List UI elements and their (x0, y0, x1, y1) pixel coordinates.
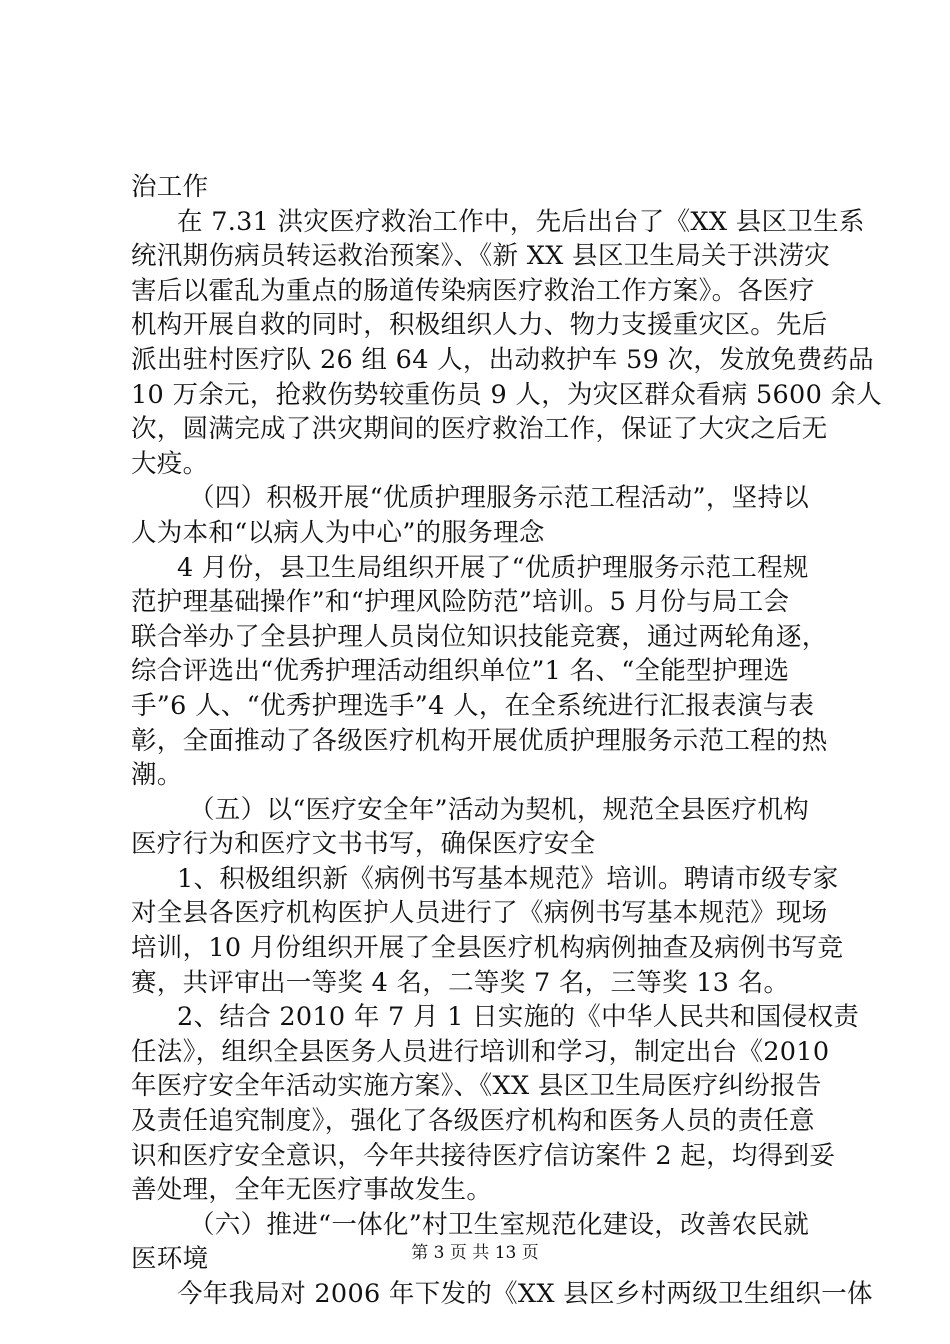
text-line: 范护理基础操作”和“护理风险防范”培训。5 月份与局工会 (131, 587, 790, 618)
text-line: 及责任追究制度》，强化了各级医疗机构和医务人员的责任意 (131, 1106, 815, 1137)
text-line: 派出驻村医疗队 26 组 64 人，出动救护车 59 次，发放免费药品 (131, 344, 874, 375)
text-line: 识和医疗安全意识，今年共接待医疗信访案件 2 起，均得到妥 (131, 1140, 836, 1171)
text-line: 机构开展自救的同时，积极组织人力、物力支援重灾区。先后 (131, 310, 828, 341)
section-heading-5: （五）以“医疗安全年”活动为契机，规范全县医疗机构 (189, 794, 810, 825)
text-line: 手”6 人、“优秀护理选手”4 人，在全系统进行汇报表演与表 (131, 690, 815, 721)
text-line: 1、积极组织新《病例书写基本规范》培训。聘请市级专家 (177, 863, 839, 894)
text-line: 赛，共评审出一等奖 4 名，二等奖 7 名，三等奖 13 名。 (131, 967, 790, 998)
text-line: 年医疗安全年活动实施方案》、《XX 县区卫生局医疗纠纷报告 (131, 1071, 822, 1102)
section-heading-6: （六）推进“一体化”村卫生室规范化建设，改善农民就 (189, 1209, 810, 1240)
section-heading-4-cont: 人为本和“以病人为中心”的服务理念 (131, 517, 545, 548)
text-line: 联合举办了全县护理人员岗位知识技能竞赛，通过两轮角逐， (131, 621, 828, 652)
text-line: 培训，10 月份组织开展了全县医疗机构病例抽查及病例书写竞 (131, 933, 844, 964)
section-heading-4: （四）积极开展“优质护理服务示范工程活动”，坚持以 (189, 483, 810, 514)
text-line: 4 月份，县卫生局组织开展了“优质护理服务示范工程规 (177, 552, 809, 583)
text-line: 今年我局对 2006 年下发的《XX 县区乡村两级卫生组织一体 (177, 1279, 873, 1309)
text-line: 对全县各医疗机构医护人员进行了《病例书写基本规范》现场 (131, 898, 828, 929)
text-line: 大疫。 (131, 448, 209, 479)
text-line: 潮。 (131, 760, 183, 791)
text-line: 综合评选出“优秀护理活动组织单位”1 名、“全能型护理选 (131, 656, 790, 687)
text-line: 彰，全面推动了各级医疗机构开展优质护理服务示范工程的热 (131, 725, 828, 756)
page-number-footer: 第 3 页 共 13 页 (411, 1243, 539, 1263)
text-line: 任法》，组织全县医务人员进行培训和学习，制定出台《2010 (131, 1036, 830, 1067)
text-line: 次，圆满完成了洪灾期间的医疗救治工作，保证了大灾之后无 (131, 414, 828, 445)
text-line: 10 万余元，抢救伤势较重伤员 9 人，为灾区群众看病 5600 余人 (131, 379, 883, 410)
document-body (131, 170, 883, 1312)
text-line: 善处理，全年无医疗事故发生。 (131, 1175, 493, 1206)
text-line: 治工作 (131, 172, 209, 202)
text-line: 统汛期伤病员转运救治预案》、《新 XX 县区卫生局关于洪涝灾 (131, 241, 831, 272)
text-line: 在 7.31 洪灾医疗救治工作中，先后出台了《XX 县区卫生系 (177, 206, 865, 237)
text-line: 害后以霍乱为重点的肠道传染病医疗救治工作方案》。各医疗 (131, 275, 815, 306)
section-heading-6-cont: 医环境 (131, 1244, 209, 1275)
text-line: 2、结合 2010 年 7 月 1 日实施的《中华人民共和国侵权责 (177, 1002, 860, 1033)
section-heading-5-cont: 医疗行为和医疗文书书写，确保医疗安全 (131, 829, 596, 860)
